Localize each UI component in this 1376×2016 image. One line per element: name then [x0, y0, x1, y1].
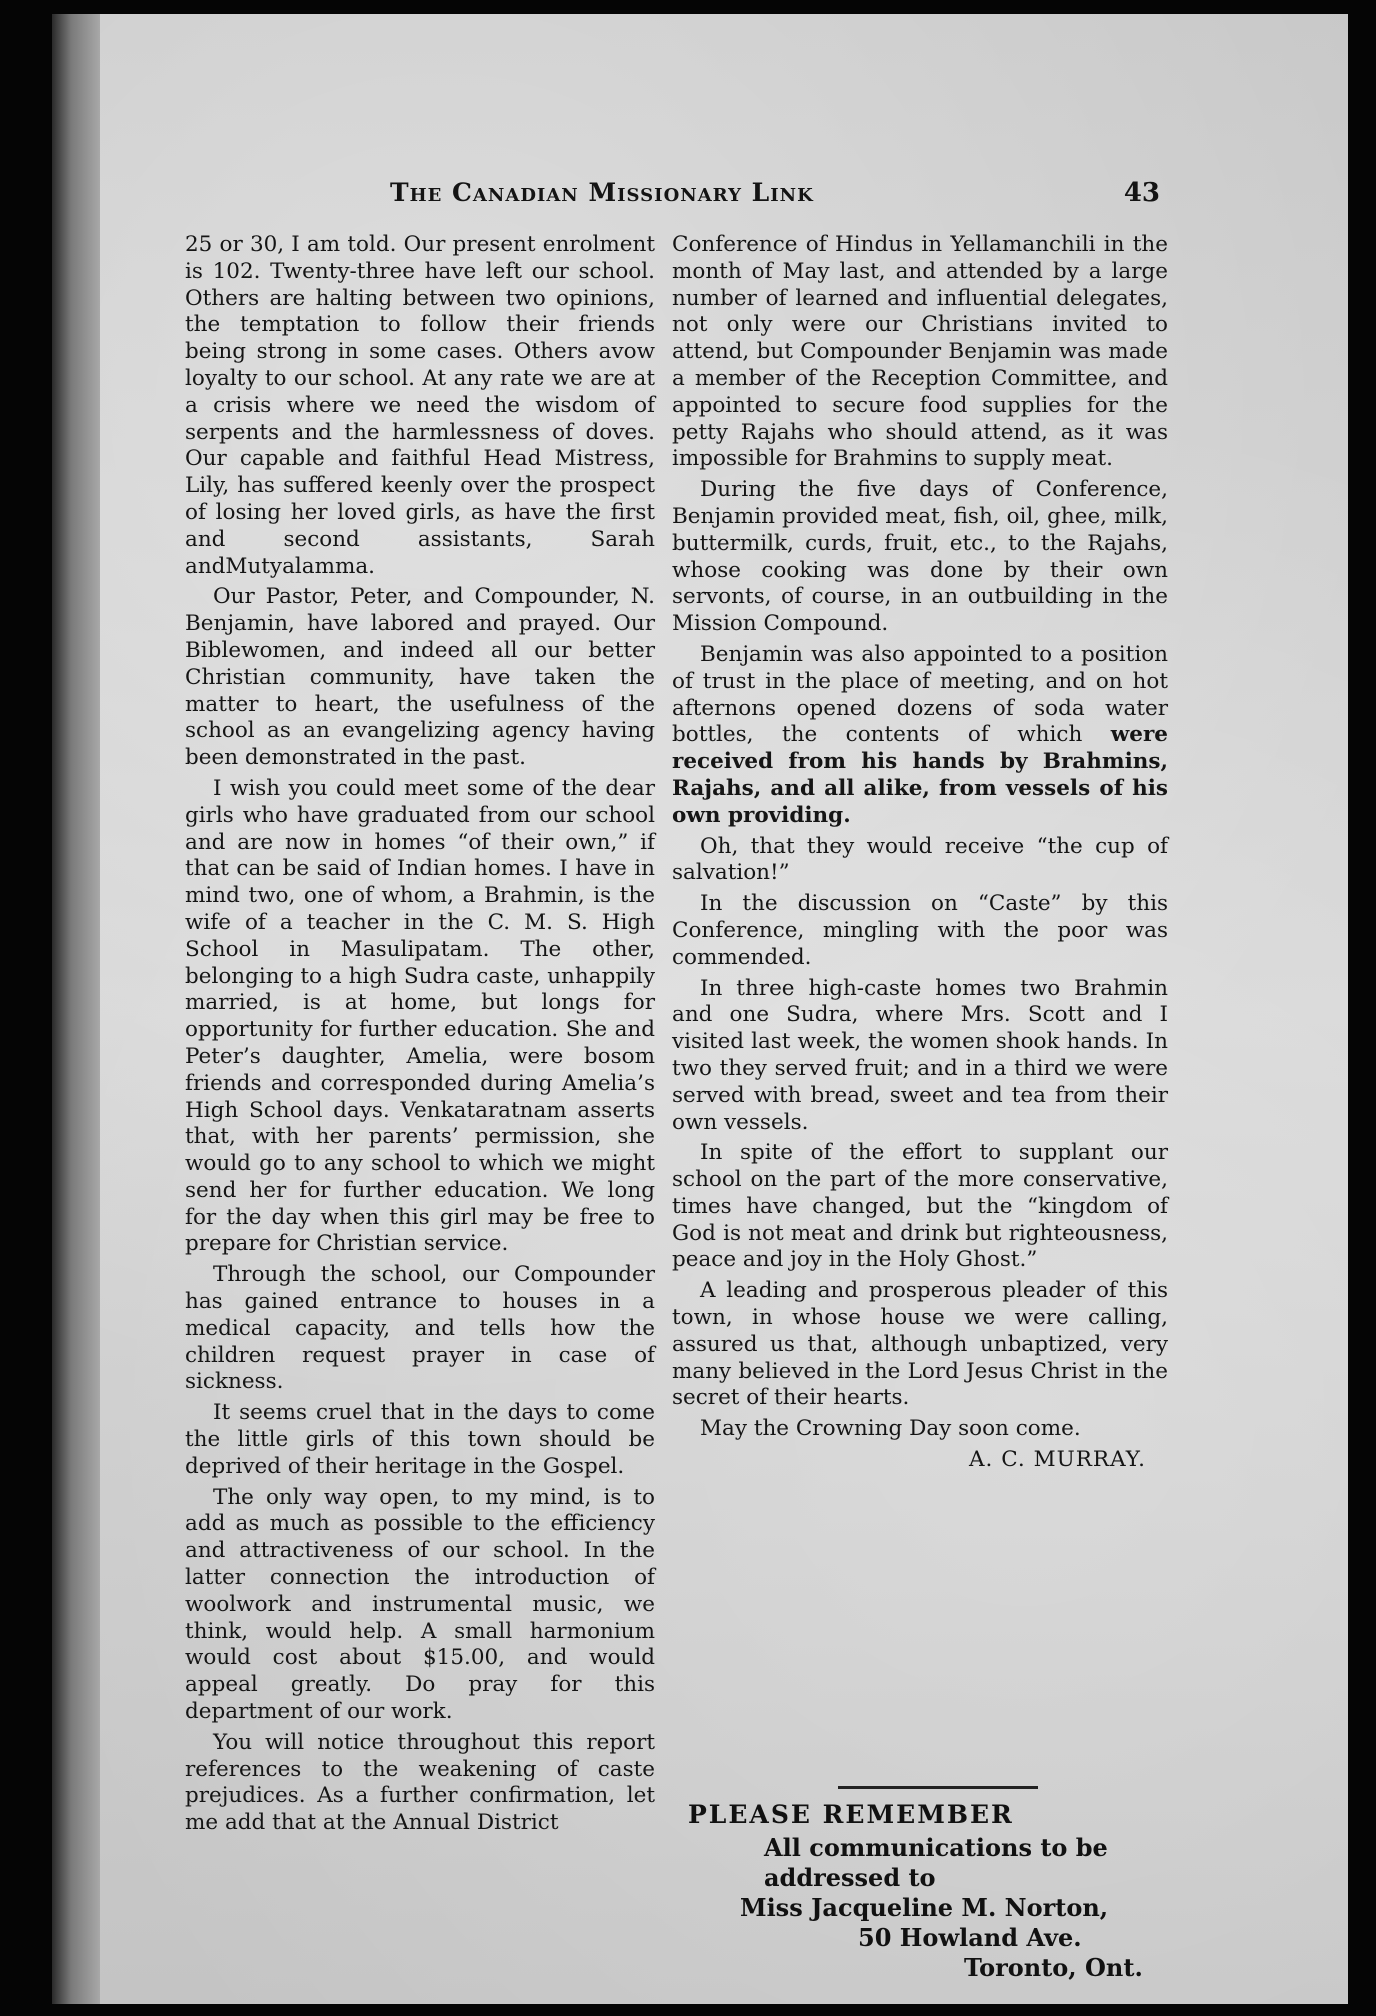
paragraph-text: Benjamin was also appointed to a position of trust in the place of meeting, and on hot afternons opened dozens of soda water bottles, the contents of which [672, 641, 1168, 748]
divider [838, 1786, 1038, 1789]
paragraph: It seems cruel that in the days to come the little girls of this town should be deprived of their heritage in the Gospel. [185, 1400, 655, 1479]
running-header [170, 178, 1160, 218]
paragraph: I wish you could meet some of the dear girls who have graduated from our school and are now in homes “of their own,” if that can be said of Indian homes. I have in mind two, one of whom, a Brahmin, is the wife of a teacher in the C. M. S. High School in Masulipatam. The other, belonging to a high Sudra caste, unhappily married, is at home, but longs for opportunity for further education. She and Peter’s daughter, Amelia, were bosom friends and corresponded during Amelia’s High School days. Venkataratnam asserts that, with her parents’ permission, she would go to any school to which we might send her for further education. We long for the day when this girl may be free to prepare for Christian service. [185, 775, 655, 1257]
paragraph: The only way open, to my mind, is to add as much as possible to the efficiency and attractiveness of our school. In the latter connection the introduction of woolwork and instrumental music, we think, would help. A small harmonium would cost about $15.00, and would appeal greatly. Do pray for this department of our work. [185, 1484, 655, 1725]
notice-address-city: Toronto, Ont. [964, 1953, 1143, 1982]
notice-heading: PLEASE REMEMBER [688, 1800, 1014, 1829]
right-column [672, 232, 1168, 1474]
paragraph: 25 or 30, I am told. Our present enrolment is 102. Twenty-three have left our school. Others are halting between two opinions, the temptation to follow their friends being strong in some cases. Others avow loyalty to our school. At any rate we are at a crisis where we need the wisdom of serpents and the harmlessness of doves. Our capable and faithful Head Mistress, Lily, has suffered keenly over the prospect of losing her loved girls, as have the first and second assistants, Sarah andMutyalamma. [185, 232, 655, 579]
left-column [185, 232, 655, 1841]
paragraph: In three high-caste homes two Brahmin and one Sudra, where Mrs. Scott and I visited last week, the women shook hands. In two they served fruit; and in a third we were served with bread, sweet and tea from their own vessels. [672, 975, 1168, 1135]
paragraph: In spite of the effort to supplant our school on the part of the more conservative, times have changed, but the “kingdom of God is not meat and drink but righteousness, peace and joy in the Holy Ghost.” [672, 1140, 1168, 1273]
paragraph: A leading and prosperous pleader of this town, in whose house we were calling, assured us that, although unbaptized, very many believed in the Lord Jesus Christ in the secret of their hearts. [672, 1278, 1168, 1411]
page-number: 43 [1123, 178, 1160, 208]
header-title: The Canadian Missionary Link [390, 178, 814, 207]
paragraph: Our Pastor, Peter, and Compounder, N. Benjamin, have labored and prayed. Our Biblewomen, and indeed all our better Christian community, have taken the matter to heart, the usefulness of the school as an evangelizing agency having been demonstrated in the past. [185, 584, 655, 771]
notice-address-name: Miss Jacqueline M. Norton, [740, 1893, 1109, 1922]
paragraph [672, 642, 1168, 830]
notice-line: addressed to [764, 1863, 936, 1892]
notice-address-street: 50 Howland Ave. [858, 1923, 1082, 1952]
emphasized-text: were received from his hands by Brahmins, Rajahs, and all alike, from vessels of his own providing. [672, 722, 1168, 828]
paragraph: Oh, that they would receive “the cup of salvation!” [672, 833, 1168, 886]
paragraph: May the Crowning Day soon come. [700, 1416, 1081, 1442]
paragraph: During the five days of Conference, Benjamin provided meat, fish, oil, ghee, milk, buttermilk, curds, fruit, etc., to the Rajahs, whose cooking was done by their own servonts, of course, in an outbuilding in the Mission Compound. [672, 477, 1168, 637]
notice-box [688, 1800, 1176, 1983]
paragraph: In the discussion on “Caste” by this Conference, mingling with the poor was commended. [672, 891, 1168, 970]
page-spine [52, 14, 100, 2004]
paragraph: You will notice throughout this report references to the weakening of caste prejudices. As a further confirmation, let me add that at the Annual District [185, 1729, 655, 1836]
signature: A. C. MURRAY. [969, 1447, 1146, 1473]
paragraph: Through the school, our Compounder has gained entrance to houses in a medical capacity, and tells how the children request prayer in case of sickness. [185, 1262, 655, 1395]
paragraph: Conference of Hindus in Yellamanchili in the month of May last, and attended by a large number of learned and influential delegates, not only were our Christians invited to attend, but Compounder Benjamin was made a member of the Reception Committee, and appointed to secure food supplies for the petty Rajahs who should attend, as it was impossible for Brahmins to supply meat. [672, 232, 1168, 472]
notice-line: All communications to be [764, 1833, 1108, 1862]
